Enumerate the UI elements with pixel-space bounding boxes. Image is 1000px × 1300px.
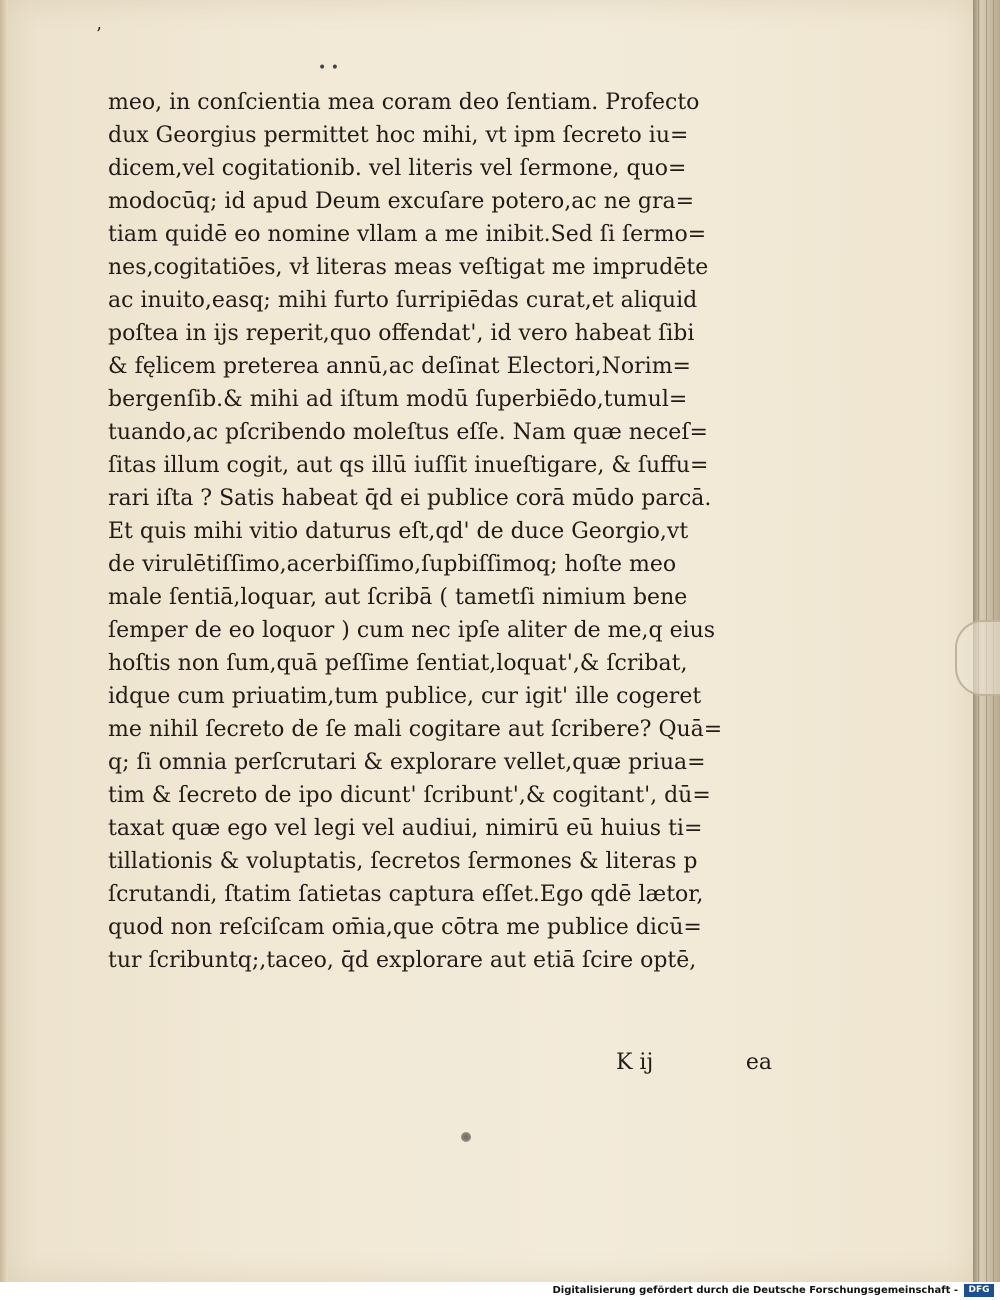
funding-credit: Digitalisierung gefördert durch die Deutsche Forschungsgemeinschaft - [552, 1285, 958, 1296]
text-line: ſcrutandi, ſtatim ſatietas captura eſſet.Ego qdē lætor, [108, 882, 704, 907]
text-line: de virulētiſſimo,acerbiſſimo,ſupbiſſimoq; hoſte meo [108, 552, 677, 577]
book-page [8, 0, 973, 1282]
text-line: meo, in conſcientia mea coram deo ſentiam. Profecto [108, 90, 700, 115]
text-line: quod non reſciſcam om̄ia,que cōtra me publice dicū= [108, 915, 702, 940]
corner-mark: ’ [96, 24, 102, 45]
text-line: rari iſta ? Satis habeat q̄d ei publice corā mūdo parcā. [108, 486, 712, 511]
text-line: ac inuito,easq; mihi furto ſurripiēdas curat,et aliquid [108, 288, 698, 313]
page-gutter-shadow [0, 0, 8, 1282]
paper-hole [461, 1132, 471, 1142]
text-line: taxat quæ ego vel legi vel audiui, nimirū eū huius ti= [108, 816, 703, 841]
footer-bar [0, 1282, 1000, 1300]
top-mark: • • [318, 60, 339, 76]
text-line: q; ſi omnia perſcrutari & explorare vellet,quæ priua= [108, 750, 706, 775]
text-line: modocūq; id apud Deum excuſare potero,ac ne gra= [108, 189, 695, 214]
signature-row [108, 1050, 780, 1080]
text-line: dicem,vel cogitationib. vel literis vel ſermone, quo= [108, 156, 687, 181]
text-line: tur ſcribuntq;,taceo, q̄d explorare aut etiā ſcire optē, [108, 948, 697, 973]
text-line: nes,cogitatiōes, vł literas meas veſtigat me imprudēte [108, 255, 709, 280]
text-line: tim & ſecreto de ipo dicunt' ſcribunt',& cogitant', dū= [108, 783, 711, 808]
text-line: ſemper de eo loquor ) cum nec ipſe aliter de me,q eius [108, 618, 716, 643]
text-line: me nihil ſecreto de ſe mali cogitare aut ſcribere? Quā= [108, 717, 723, 742]
signature-mark: K ij [616, 1050, 654, 1075]
dfg-logo-icon: DFG [964, 1284, 994, 1297]
text-line: dux Georgius permittet hoc mihi, vt ipm ſecreto iu= [108, 123, 689, 148]
text-line: ſitas illum cogit, aut qs illū iuſſit inueſtigare, & ſuffu= [108, 453, 709, 478]
page-tab-marker [955, 620, 1000, 696]
text-line: hoſtis non ſum,quā peſſime ſentiat,loquat',& ſcribat, [108, 651, 688, 676]
text-line: male ſentiā,loquar, aut ſcribā ( tametſi nimium bene [108, 585, 688, 610]
text-line: tillationis & voluptatis, ſecretos ſermones & literas p [108, 849, 698, 874]
text-line: & fęlicem preterea annū,ac deſinat Electori,Norim= [108, 354, 691, 379]
page-text [108, 86, 780, 977]
text-line: Et quis mihi vitio daturus eſt,qd' de duce Georgio,vt [108, 519, 689, 544]
text-line: tuando,ac pſcribendo moleſtus eſſe. Nam quæ neceſ= [108, 420, 708, 445]
text-line: bergenſib.& mihi ad iſtum modū ſuperbiēdo,tumul= [108, 387, 688, 412]
text-line: poſtea in ijs reperit,quo offendat', id vero habeat ſibi [108, 321, 695, 346]
text-line: idque cum priuatim,tum publice, cur igit' ille cogeret [108, 684, 702, 709]
catchword: ea [745, 1050, 772, 1075]
text-line: tiam quidē eo nomine vllam a me inibit.Sed ſi ſermo= [108, 222, 707, 247]
